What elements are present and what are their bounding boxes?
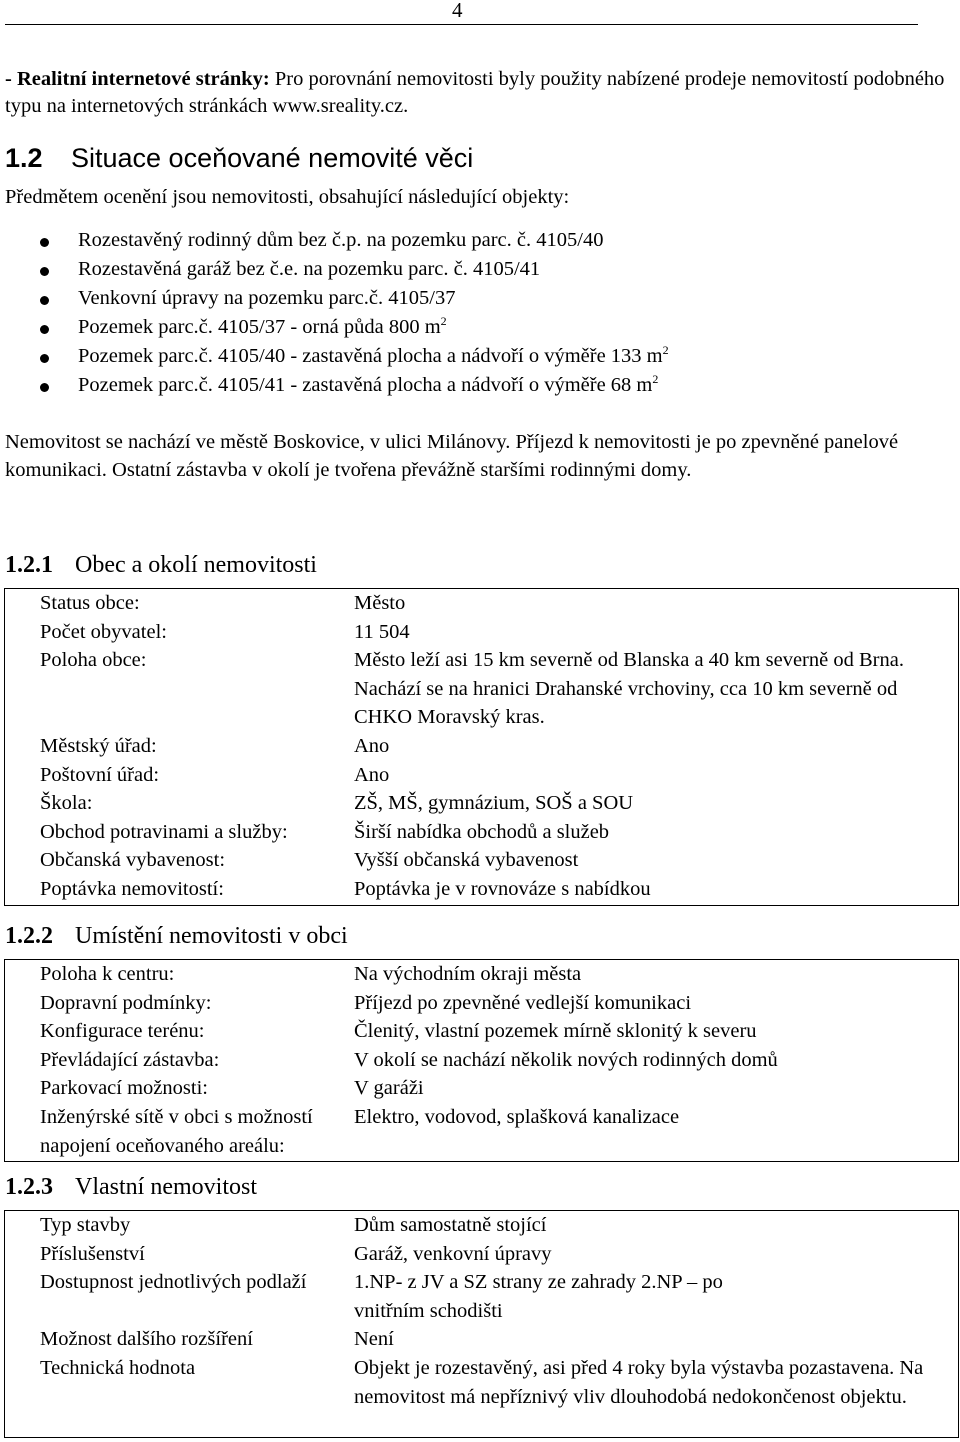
- bullet-icon: [40, 238, 49, 247]
- subsection-title: Vlastní nemovitost: [75, 1174, 257, 1200]
- row-value: 11 504: [354, 620, 410, 643]
- bullet-icon: [40, 325, 49, 334]
- row-label: Občanská vybavenost:: [40, 849, 226, 872]
- row-label: Převládající zástavba:: [40, 1048, 220, 1071]
- table-row: [5, 1046, 958, 1075]
- section-title: [5, 143, 473, 174]
- section-intro: Předmětem ocenění jsou nemovitosti, obsahující následující objekty:: [5, 186, 570, 208]
- row-label: Počet obyvatel:: [40, 620, 167, 643]
- row-value: Město: [354, 592, 406, 614]
- row-value: Objekt je rozestavěný, asi před 4 roky byla výstavba pozastavena. Na nemovitost má nepříznivý vliv dlouhodobá nedokončenost objektu.: [354, 1356, 924, 1408]
- table-row: [5, 646, 958, 732]
- row-value: Město leží asi 15 km severně od Blanska a 40 km severně od Brna. Nachází se na hranici Drahanské vrchoviny, cca 10 km severně od CHKO Moravský kras.: [354, 649, 904, 729]
- subsection-heading-umisteni: [5, 923, 348, 950]
- table-vlastni: [4, 1210, 959, 1438]
- section-number: 1.2: [5, 143, 43, 173]
- table-obec: [4, 588, 959, 906]
- row-label: Poptávka nemovitostí:: [40, 877, 224, 900]
- subsection-heading-vlastni: [5, 1174, 257, 1201]
- table-row: [5, 818, 958, 847]
- list-item: [0, 371, 669, 400]
- bullet-icon: [40, 383, 49, 392]
- list-item: [0, 284, 669, 313]
- table-umisteni: [4, 959, 959, 1162]
- list-item: [0, 313, 669, 342]
- row-label: Dostupnost jednotlivých podlaží: [40, 1271, 307, 1294]
- list-item-text: Pozemek parc.č. 4105/41 - zastavěná plocha a nádvoří o výměře 68 m: [78, 374, 653, 396]
- sources-paragraph: [5, 66, 950, 120]
- row-value: Na východním okraji města: [354, 963, 582, 985]
- table-row: [5, 1268, 958, 1325]
- subsection-heading-obec: [5, 552, 317, 579]
- table-row: [5, 875, 958, 904]
- row-value: Poptávka je v rovnováze s nabídkou: [354, 877, 651, 900]
- row-value: Není: [354, 1328, 394, 1351]
- row-value: V okolí se nachází několik nových rodinných domů: [354, 1048, 778, 1071]
- row-label: Typ stavby: [40, 1214, 131, 1236]
- list-item-text: Rozestavěný rodinný dům bez č.p. na pozemku parc. č. 4105/40: [78, 229, 604, 251]
- row-value: Elektro, vodovod, splašková kanalizace: [354, 1105, 680, 1128]
- superscript: 2: [662, 343, 669, 357]
- list-item-text: Pozemek parc.č. 4105/37 - orná půda 800 m: [78, 316, 441, 338]
- row-value: ZŠ, MŠ, gymnázium, SOŠ a SOU: [354, 792, 634, 815]
- list-item-text: Rozestavěná garáž bez č.e. na pozemku parc. č. 4105/41: [78, 258, 541, 280]
- list-item: [0, 226, 669, 255]
- sources-text: Pro porovnání nemovitosti byly použity nabízené prodeje nemovitostí podobného typu na internetových stránkách www.sreality.cz.: [5, 68, 945, 117]
- row-value: Garáž, venkovní úpravy: [354, 1242, 552, 1265]
- row-label: Poloha obce:: [40, 649, 147, 672]
- table-row: [5, 732, 958, 761]
- table-row: [5, 589, 958, 618]
- row-label: Technická hodnota: [40, 1356, 196, 1379]
- superscript: 2: [652, 372, 659, 386]
- row-label: Škola:: [40, 792, 93, 815]
- row-value: Širší nabídka obchodů a služeb: [354, 820, 610, 843]
- superscript: 2: [440, 314, 447, 328]
- table-row: [5, 761, 958, 790]
- list-item: [0, 255, 669, 284]
- table-row: [5, 789, 958, 818]
- row-value: Ano: [354, 763, 390, 786]
- table-row: [5, 1103, 958, 1160]
- row-value: V garáži: [354, 1077, 424, 1100]
- row-value: Vyšší občanská vybavenost: [354, 849, 579, 872]
- table-row: [5, 1240, 958, 1269]
- table-row: [5, 1017, 958, 1046]
- subsection-number: 1.2.1: [5, 552, 53, 578]
- row-label: Konfigurace terénu:: [40, 1020, 205, 1043]
- row-label: Možnost dalšího rozšíření: [40, 1328, 253, 1351]
- location-description: Nemovitost se nachází ve městě Boskovice, v ulici Milánovy. Příjezd k nemovitosti je po zpevněné panelové komunikaci. Ostatní zástavba v okolí je tvořena převážně staršími rodinnými domy.: [5, 431, 899, 481]
- bullet-icon: [40, 267, 49, 276]
- row-label: Parkovací možnosti:: [40, 1077, 208, 1100]
- table-row: [5, 1074, 958, 1103]
- row-label: Poštovní úřad:: [40, 763, 160, 786]
- row-label: Příslušenství: [40, 1242, 145, 1265]
- table-row: [5, 960, 958, 989]
- section-title-text: Situace oceňované nemovité věci: [71, 143, 474, 173]
- bullet-icon: [40, 296, 49, 305]
- header-rule: [5, 24, 918, 25]
- table-row: [5, 618, 958, 647]
- bullet-icon: [40, 354, 49, 363]
- page-number: 4: [452, 0, 463, 22]
- table-row: [5, 1354, 958, 1411]
- table-row: [5, 989, 958, 1018]
- row-label: Status obce:: [40, 592, 140, 614]
- table-row: [5, 1325, 958, 1354]
- sources-label: - Realitní internetové stránky:: [5, 68, 270, 90]
- row-label: Dopravní podmínky:: [40, 991, 212, 1014]
- row-value: Členitý, vlastní pozemek mírně sklonitý k severu: [354, 1020, 757, 1043]
- subsection-title: Obec a okolí nemovitosti: [75, 552, 317, 578]
- list-item-text: Pozemek parc.č. 4105/40 - zastavěná plocha a nádvoří o výměře 133 m: [78, 345, 663, 367]
- list-item: [0, 342, 669, 371]
- subsection-number: 1.2.3: [5, 1174, 53, 1200]
- subsection-title: Umístění nemovitosti v obci: [75, 923, 348, 949]
- subsection-number: 1.2.2: [5, 923, 53, 949]
- row-label: Městský úřad:: [40, 734, 157, 757]
- row-value: Dům samostatně stojící: [354, 1214, 547, 1236]
- row-label: Inženýrské sítě v obci s možností napojení oceňovaného areálu:: [40, 1105, 313, 1157]
- property-list: [0, 226, 669, 400]
- table-row: [5, 846, 958, 875]
- list-item-text: Venkovní úpravy na pozemku parc.č. 4105/37: [78, 287, 456, 309]
- row-value: Ano: [354, 734, 390, 757]
- table-row: [5, 1211, 958, 1240]
- row-value: Příjezd po zpevněné vedlejší komunikaci: [354, 991, 692, 1014]
- row-value: 1.NP- z JV a SZ strany ze zahrady 2.NP – po vnitřním schodišti: [354, 1271, 723, 1322]
- row-label: Obchod potravinami a služby:: [40, 820, 288, 843]
- row-label: Poloha k centru:: [40, 963, 175, 985]
